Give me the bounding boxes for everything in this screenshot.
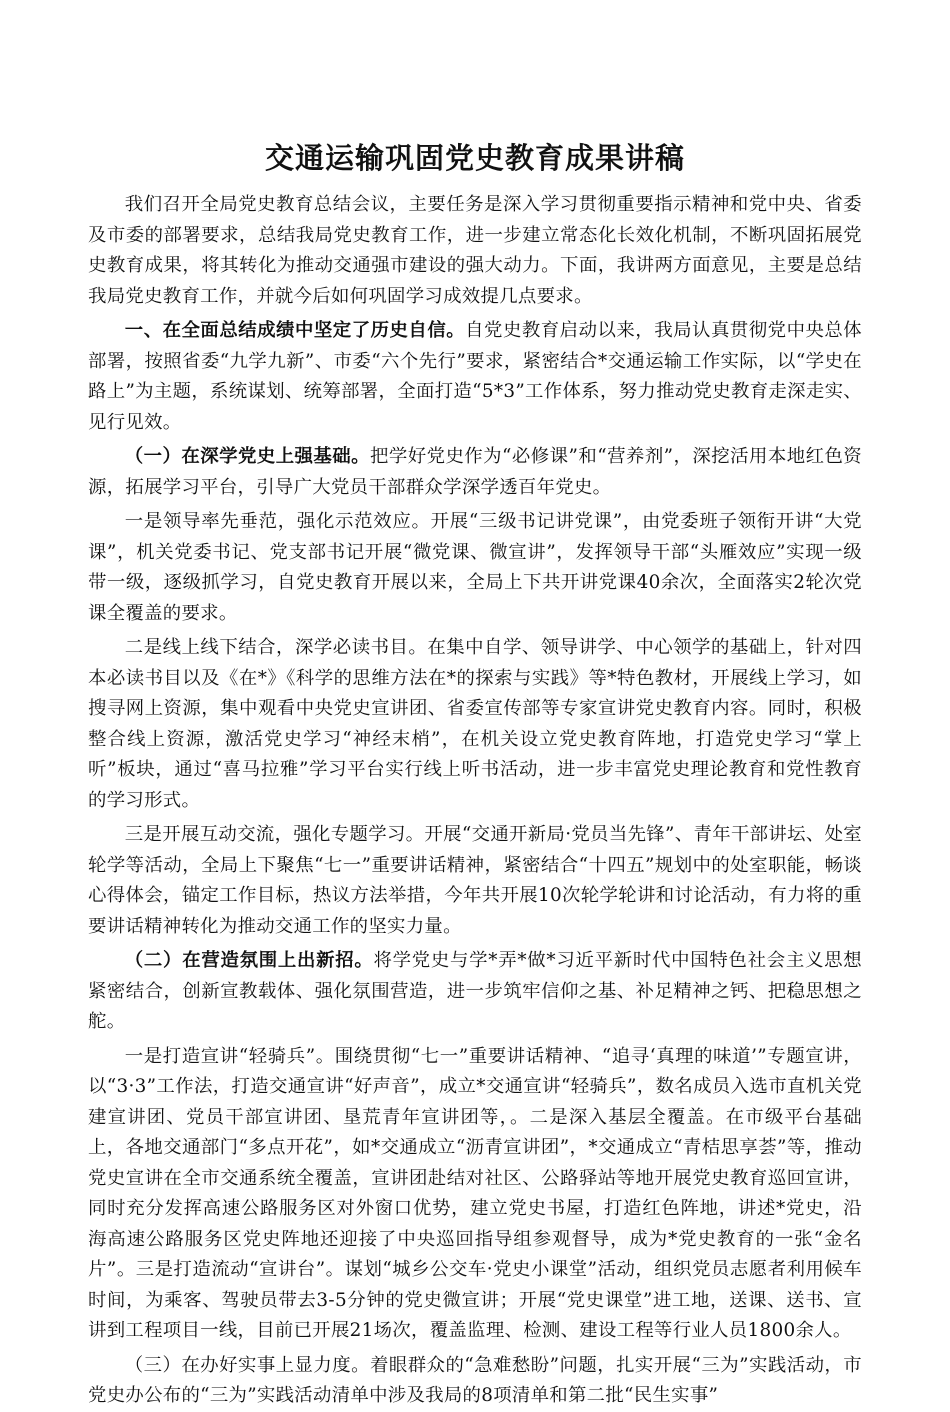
subsection-heading: （二）在营造氛围上出新招。	[124, 950, 374, 971]
paragraph-text: 自党史教育启动以来，我局认真贯彻党中央总体部署，按照省委“九学九新”、市委“六个先行”要求，紧密结合*交通运输工作实际，以“学史在路上”为主题，系统谋划、统筹部署，全面打造“5*3”工作体系，努力推动党史教育走深走实、见行见效。	[88, 320, 862, 433]
paragraph-text: 二是线上线下结合，深学必读书目。在集中自学、领导讲学、中心领学的基础上，针对四本必读书目以及《在*》《科学的思维方法在*的探索与实践》等*特色教材，开展线上学习，如搜寻网上资源，集中观看中央党史宣讲团、省委宣传部等专家宣讲党史教育内容。同时，积极整合线上资源，激活党史学习“神经末梢”，在机关设立党史教育阵地，打造党史学习“掌上听”板块，通过“喜马拉雅”学习平台实行线上听书活动，进一步丰富党史理论教育和党性教育的学习形式。	[88, 637, 862, 811]
paragraph-text: 我们召开全局党史教育总结会议，主要任务是深入学习贯彻重要指示精神和党中央、省委及市委的部署要求，总结我局党史教育工作，进一步建立常态化长效化机制，不断巩固拓展党史教育成果，将其转化为推动交通强市建设的强大动力。下面，我讲两方面意见，主要是总结我局党史教育工作，并就今后如何巩固学习成效提几点要求。	[88, 194, 862, 307]
paragraph-text: 一是打造宣讲“轻骑兵”。围绕贯彻“七一”重要讲话精神、“追寻‘真理的味道’”专题宣讲，以“3·3”工作法，打造交通宣讲“好声音”，成立*交通宣讲“轻骑兵”，数名成员入选市直机关党建宣讲团、党员干部宣讲团、垦荒青年宣讲团等，。二是深入基层全覆盖。在市级平台基础上，各地交通部门“多点开花”，如*交通成立“沥青宣讲团”，*交通成立“青桔思享荟”等，推动党史宣讲在全市交通系统全覆盖，宣讲团赴结对社区、公路驿站等地开展党史教育巡回宣讲，同时充分发挥高速公路服务区对外窗口优势，建立党史书屋，打造红色阵地，讲述*党史，沿海高速公路服务区党史阵地还迎接了中央巡回指导组参观督导，成为*党史教育的一张“金名片”。三是打造流动“宣讲台”。谋划“城乡公交车·党史小课堂”活动，组织党员志愿者利用候车时间，为乘客、驾驶员带去3-5分钟的党史微宣讲；开展“党史课堂”进工地，送课、送书、宣讲到工程项目一线，目前已开展21场次，覆盖监理、检测、建设工程等行业人员1800余人。	[88, 1045, 862, 1341]
document-title: 交通运输巩固党史教育成果讲稿	[264, 141, 685, 175]
paragraph-intro	[88, 190, 862, 312]
paragraph-text: 三是开展互动交流，强化专题学习。开展“交通开新局·党员当先锋”、青年干部讲坛、处室轮学等活动，全局上下聚焦“七一”重要讲话精神，紧密结合“十四五”规划中的处室职能，畅谈心得体会，锚定工作目标，热议方法举措，今年共开展10次轮学轮讲和讨论活动，有力将的重要讲话精神转化为推动交通工作的坚实力量。	[88, 824, 862, 937]
paragraph-subsection-3	[88, 1351, 862, 1412]
paragraph-item-2	[88, 633, 862, 816]
paragraph-text: 把学好党史作为“必修课”和“营养剂”，深挖活用本地红色资源，拓展学习平台，引导广大党员干部群众学深学透百年党史。	[88, 446, 862, 498]
paragraph-text: 将学党史与学*弄*做*习近平新时代中国特色社会主义思想紧密结合，创新宣教载体、强化氛围营造，进一步筑牢信仰之基、补足精神之钙、把稳思想之舵。	[88, 950, 862, 1032]
paragraph-item-1	[88, 507, 862, 629]
subsection-heading: （一）在深学党史上强基础。	[124, 446, 370, 467]
paragraph-subsection-2	[88, 946, 862, 1038]
paragraph-text: （三）在办好实事上显力度。着眼群众的“急难愁盼”问题，扎实开展“三为”实践活动，市党史办公布的“三为”实践活动清单中涉及我局的8项清单和第二批“民生实事”	[88, 1354, 862, 1406]
paragraph-item-4	[88, 1042, 862, 1347]
paragraph-section-1	[88, 316, 862, 438]
section-heading: 一、在全面总结成绩中坚定了历史自信。	[124, 320, 466, 341]
paragraph-subsection-1	[88, 442, 862, 503]
paragraph-text: 一是领导率先垂范，强化示范效应。开展“三级书记讲党课”，由党委班子领衔开讲“大党课”，机关党委书记、党支部书记开展“微党课、微宣讲”，发挥领导干部“头雁效应”实现一级带一级，逐级抓学习，自党史教育开展以来，全局上下共开讲党课40余次，全面落实2轮次党课全覆盖的要求。	[88, 511, 862, 624]
paragraph-item-3	[88, 820, 862, 942]
